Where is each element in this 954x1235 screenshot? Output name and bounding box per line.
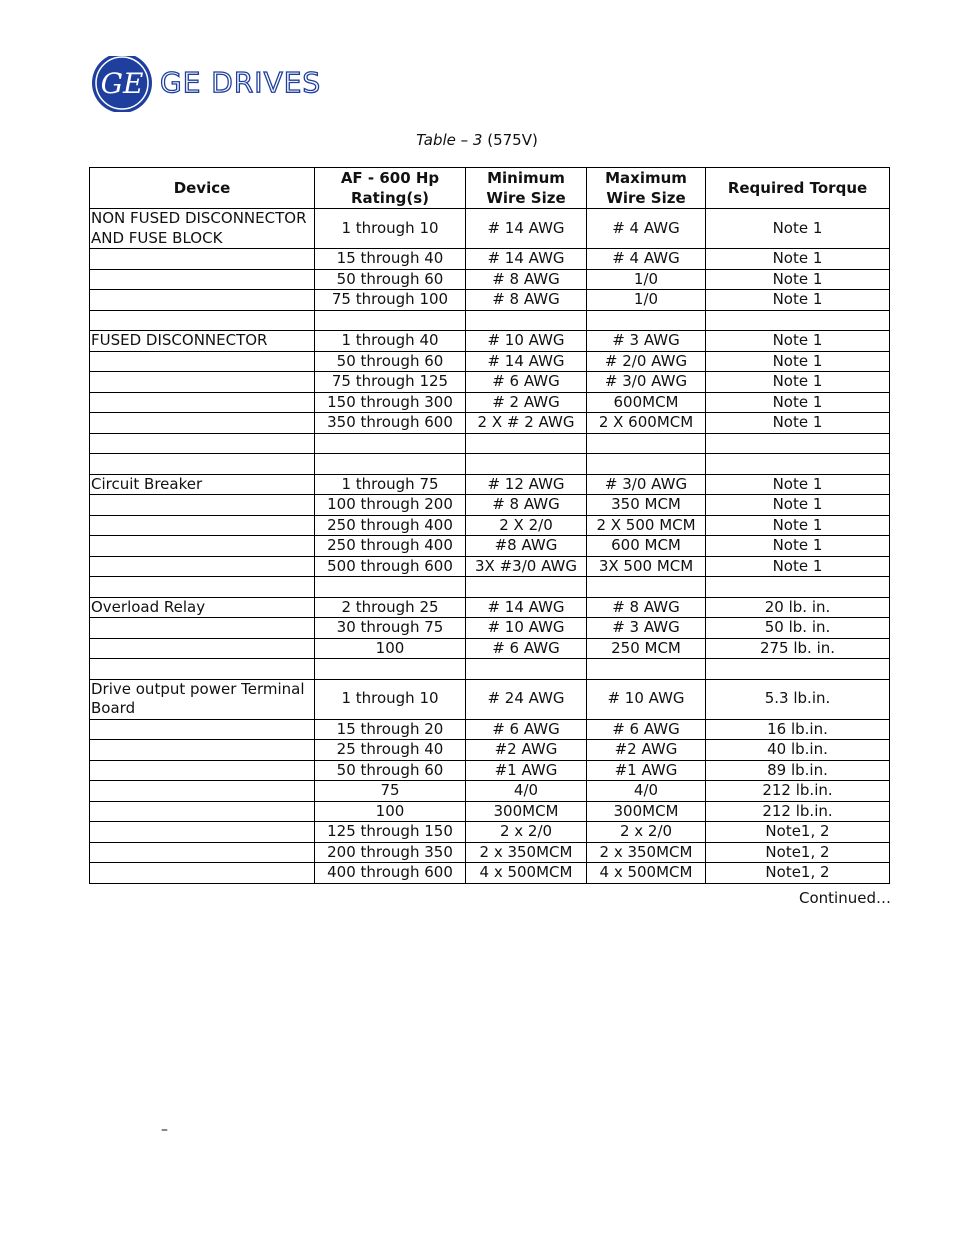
cell-min-wire: # 2 AWG — [466, 392, 587, 413]
cell-min-wire: 2 X # 2 AWG — [466, 413, 587, 434]
cell-max-wire: 300MCM — [587, 801, 706, 822]
cell-torque: 5.3 lb.in. — [706, 679, 890, 719]
cell-device — [90, 577, 315, 598]
cell-torque: 40 lb.in. — [706, 740, 890, 761]
cell-torque: Note 1 — [706, 209, 890, 249]
cell-torque: 50 lb. in. — [706, 618, 890, 639]
cell-min-wire: 2 x 350MCM — [466, 842, 587, 863]
table-row — [90, 331, 890, 352]
cell-min-wire: # 8 AWG — [466, 495, 587, 516]
header-min-wire: Minimum Wire Size — [466, 168, 587, 209]
cell-torque: Note1, 2 — [706, 842, 890, 863]
cell-min-wire: # 14 AWG — [466, 597, 587, 618]
table-row — [90, 659, 890, 680]
header-torque: Required Torque — [706, 168, 890, 209]
cell-hp-rating — [315, 433, 466, 454]
cell-min-wire: #1 AWG — [466, 760, 587, 781]
cell-min-wire — [466, 577, 587, 598]
cell-max-wire: # 4 AWG — [587, 209, 706, 249]
cell-torque: Note 1 — [706, 331, 890, 352]
table-row — [90, 597, 890, 618]
table-row — [90, 515, 890, 536]
cell-torque — [706, 577, 890, 598]
table-row — [90, 822, 890, 843]
table-row — [90, 740, 890, 761]
cell-device: Circuit Breaker — [90, 474, 315, 495]
cell-hp-rating: 15 through 40 — [315, 249, 466, 270]
table-row — [90, 209, 890, 249]
cell-max-wire: 2 X 600MCM — [587, 413, 706, 434]
cell-hp-rating: 500 through 600 — [315, 556, 466, 577]
cell-device — [90, 515, 315, 536]
cell-device — [90, 495, 315, 516]
cell-min-wire: 300MCM — [466, 801, 587, 822]
cell-max-wire: 1/0 — [587, 269, 706, 290]
table-row — [90, 351, 890, 372]
cell-max-wire: # 3/0 AWG — [587, 372, 706, 393]
cell-min-wire: # 14 AWG — [466, 249, 587, 270]
cell-hp-rating: 250 through 400 — [315, 515, 466, 536]
cell-max-wire: # 3/0 AWG — [587, 474, 706, 495]
table-row — [90, 638, 890, 659]
cell-torque: Note1, 2 — [706, 822, 890, 843]
cell-torque: 275 lb. in. — [706, 638, 890, 659]
cell-device — [90, 760, 315, 781]
cell-max-wire: 4 x 500MCM — [587, 863, 706, 884]
caption-voltage: (575V) — [482, 131, 538, 149]
cell-min-wire: # 6 AWG — [466, 372, 587, 393]
cell-hp-rating: 400 through 600 — [315, 863, 466, 884]
cell-min-wire — [466, 310, 587, 331]
table-row — [90, 454, 890, 475]
cell-max-wire — [587, 577, 706, 598]
wire-size-table — [89, 167, 890, 884]
cell-max-wire — [587, 310, 706, 331]
cell-max-wire: 600MCM — [587, 392, 706, 413]
header-device: Device — [90, 168, 315, 209]
cell-hp-rating: 2 through 25 — [315, 597, 466, 618]
cell-max-wire: 350 MCM — [587, 495, 706, 516]
cell-hp-rating: 1 through 75 — [315, 474, 466, 495]
cell-hp-rating: 25 through 40 — [315, 740, 466, 761]
cell-torque: Note 1 — [706, 269, 890, 290]
cell-hp-rating: 75 — [315, 781, 466, 802]
table-row — [90, 801, 890, 822]
cell-device — [90, 556, 315, 577]
cell-torque: Note 1 — [706, 290, 890, 311]
cell-max-wire — [587, 433, 706, 454]
cell-device — [90, 618, 315, 639]
cell-hp-rating: 75 through 125 — [315, 372, 466, 393]
cell-hp-rating: 30 through 75 — [315, 618, 466, 639]
cell-max-wire: # 4 AWG — [587, 249, 706, 270]
cell-max-wire: 250 MCM — [587, 638, 706, 659]
cell-hp-rating: 125 through 150 — [315, 822, 466, 843]
cell-device — [90, 351, 315, 372]
cell-device — [90, 249, 315, 270]
cell-min-wire: # 10 AWG — [466, 331, 587, 352]
cell-torque: Note 1 — [706, 413, 890, 434]
cell-min-wire — [466, 659, 587, 680]
cell-min-wire: # 6 AWG — [466, 638, 587, 659]
cell-hp-rating: 50 through 60 — [315, 760, 466, 781]
cell-device: Drive output power Terminal Board — [90, 679, 315, 719]
cell-torque: 20 lb. in. — [706, 597, 890, 618]
cell-torque: 16 lb.in. — [706, 719, 890, 740]
cell-torque: Note 1 — [706, 392, 890, 413]
cell-hp-rating — [315, 577, 466, 598]
table-row — [90, 556, 890, 577]
cell-min-wire: 2 x 2/0 — [466, 822, 587, 843]
cell-max-wire: #1 AWG — [587, 760, 706, 781]
cell-torque: Note 1 — [706, 495, 890, 516]
cell-device — [90, 863, 315, 884]
table-row — [90, 413, 890, 434]
continued-note: Continued… — [799, 889, 891, 907]
cell-min-wire — [466, 433, 587, 454]
cell-torque: Note 1 — [706, 474, 890, 495]
header-max-wire: Maximum Wire Size — [587, 168, 706, 209]
table-row — [90, 719, 890, 740]
cell-min-wire: #8 AWG — [466, 536, 587, 557]
cell-max-wire: 2 x 350MCM — [587, 842, 706, 863]
table-row — [90, 577, 890, 598]
cell-device — [90, 413, 315, 434]
cell-min-wire: # 10 AWG — [466, 618, 587, 639]
brand-wordmark: GE DRIVES — [160, 66, 322, 99]
cell-torque — [706, 659, 890, 680]
cell-min-wire — [466, 454, 587, 475]
cell-min-wire: # 8 AWG — [466, 290, 587, 311]
cell-torque — [706, 310, 890, 331]
cell-min-wire: 2 X 2/0 — [466, 515, 587, 536]
cell-device — [90, 454, 315, 475]
cell-torque — [706, 433, 890, 454]
cell-torque — [706, 454, 890, 475]
cell-device — [90, 310, 315, 331]
cell-min-wire: # 12 AWG — [466, 474, 587, 495]
cell-torque: 212 lb.in. — [706, 801, 890, 822]
cell-device — [90, 638, 315, 659]
cell-hp-rating: 200 through 350 — [315, 842, 466, 863]
cell-hp-rating — [315, 454, 466, 475]
cell-device — [90, 290, 315, 311]
cell-max-wire: # 2/0 AWG — [587, 351, 706, 372]
cell-max-wire — [587, 454, 706, 475]
cell-torque: 89 lb.in. — [706, 760, 890, 781]
cell-device — [90, 392, 315, 413]
cell-device — [90, 269, 315, 290]
cell-min-wire: # 24 AWG — [466, 679, 587, 719]
cell-hp-rating: 1 through 10 — [315, 679, 466, 719]
cell-torque: 212 lb.in. — [706, 781, 890, 802]
cell-device — [90, 801, 315, 822]
cell-min-wire: # 6 AWG — [466, 719, 587, 740]
table-row — [90, 495, 890, 516]
table-row — [90, 760, 890, 781]
cell-max-wire — [587, 659, 706, 680]
cell-hp-rating: 250 through 400 — [315, 536, 466, 557]
header-row — [90, 168, 890, 209]
cell-hp-rating: 1 through 40 — [315, 331, 466, 352]
cell-device: FUSED DISCONNECTOR — [90, 331, 315, 352]
cell-min-wire: #2 AWG — [466, 740, 587, 761]
cell-device — [90, 659, 315, 680]
cell-max-wire: #2 AWG — [587, 740, 706, 761]
cell-max-wire: # 6 AWG — [587, 719, 706, 740]
table-row — [90, 433, 890, 454]
cell-max-wire: # 3 AWG — [587, 618, 706, 639]
cell-device: NON FUSED DISCONNECTOR AND FUSE BLOCK — [90, 209, 315, 249]
table-body — [90, 209, 890, 884]
cell-max-wire: # 8 AWG — [587, 597, 706, 618]
cell-torque: Note 1 — [706, 515, 890, 536]
cell-device — [90, 719, 315, 740]
cell-min-wire: # 14 AWG — [466, 209, 587, 249]
table-row — [90, 536, 890, 557]
cell-hp-rating: 100 — [315, 638, 466, 659]
table-caption — [0, 131, 954, 149]
cell-hp-rating — [315, 310, 466, 331]
cell-hp-rating: 1 through 10 — [315, 209, 466, 249]
table-row — [90, 781, 890, 802]
cell-device — [90, 740, 315, 761]
cell-torque: Note 1 — [706, 351, 890, 372]
cell-torque: Note 1 — [706, 249, 890, 270]
cell-hp-rating: 75 through 100 — [315, 290, 466, 311]
cell-hp-rating: 15 through 20 — [315, 719, 466, 740]
cell-max-wire: # 3 AWG — [587, 331, 706, 352]
cell-min-wire: 4/0 — [466, 781, 587, 802]
cell-device — [90, 372, 315, 393]
cell-hp-rating: 50 through 60 — [315, 269, 466, 290]
cell-device — [90, 536, 315, 557]
cell-max-wire: 3X 500 MCM — [587, 556, 706, 577]
table-row — [90, 474, 890, 495]
cell-device — [90, 842, 315, 863]
table-row — [90, 310, 890, 331]
cell-hp-rating: 100 through 200 — [315, 495, 466, 516]
cell-max-wire: 2 X 500 MCM — [587, 515, 706, 536]
cell-hp-rating: 50 through 60 — [315, 351, 466, 372]
cell-min-wire: 3X #3/0 AWG — [466, 556, 587, 577]
cell-min-wire: 4 x 500MCM — [466, 863, 587, 884]
cell-torque: Note 1 — [706, 556, 890, 577]
table-row — [90, 290, 890, 311]
cell-min-wire: # 14 AWG — [466, 351, 587, 372]
table-row — [90, 618, 890, 639]
table-row — [90, 392, 890, 413]
cell-max-wire: 600 MCM — [587, 536, 706, 557]
cell-max-wire: 1/0 — [587, 290, 706, 311]
header-hp-rating: AF - 600 Hp Rating(s) — [315, 168, 466, 209]
cell-hp-rating: 350 through 600 — [315, 413, 466, 434]
cell-torque: Note1, 2 — [706, 863, 890, 884]
cell-min-wire: # 8 AWG — [466, 269, 587, 290]
cell-device: Overload Relay — [90, 597, 315, 618]
cell-max-wire: 4/0 — [587, 781, 706, 802]
cell-hp-rating — [315, 659, 466, 680]
table-row — [90, 269, 890, 290]
cell-max-wire: 2 x 2/0 — [587, 822, 706, 843]
ge-drives-logo — [90, 56, 330, 112]
cell-torque: Note 1 — [706, 372, 890, 393]
ge-monogram: GE — [100, 67, 144, 100]
cell-hp-rating: 150 through 300 — [315, 392, 466, 413]
caption-label: Table – 3 — [416, 131, 483, 149]
table-row — [90, 679, 890, 719]
cell-hp-rating: 100 — [315, 801, 466, 822]
cell-device — [90, 781, 315, 802]
cell-max-wire: # 10 AWG — [587, 679, 706, 719]
footer-mark: – — [161, 1122, 168, 1138]
table-row — [90, 372, 890, 393]
table-row — [90, 842, 890, 863]
cell-device — [90, 433, 315, 454]
cell-torque: Note 1 — [706, 536, 890, 557]
table-row — [90, 249, 890, 270]
cell-device — [90, 822, 315, 843]
table-row — [90, 863, 890, 884]
